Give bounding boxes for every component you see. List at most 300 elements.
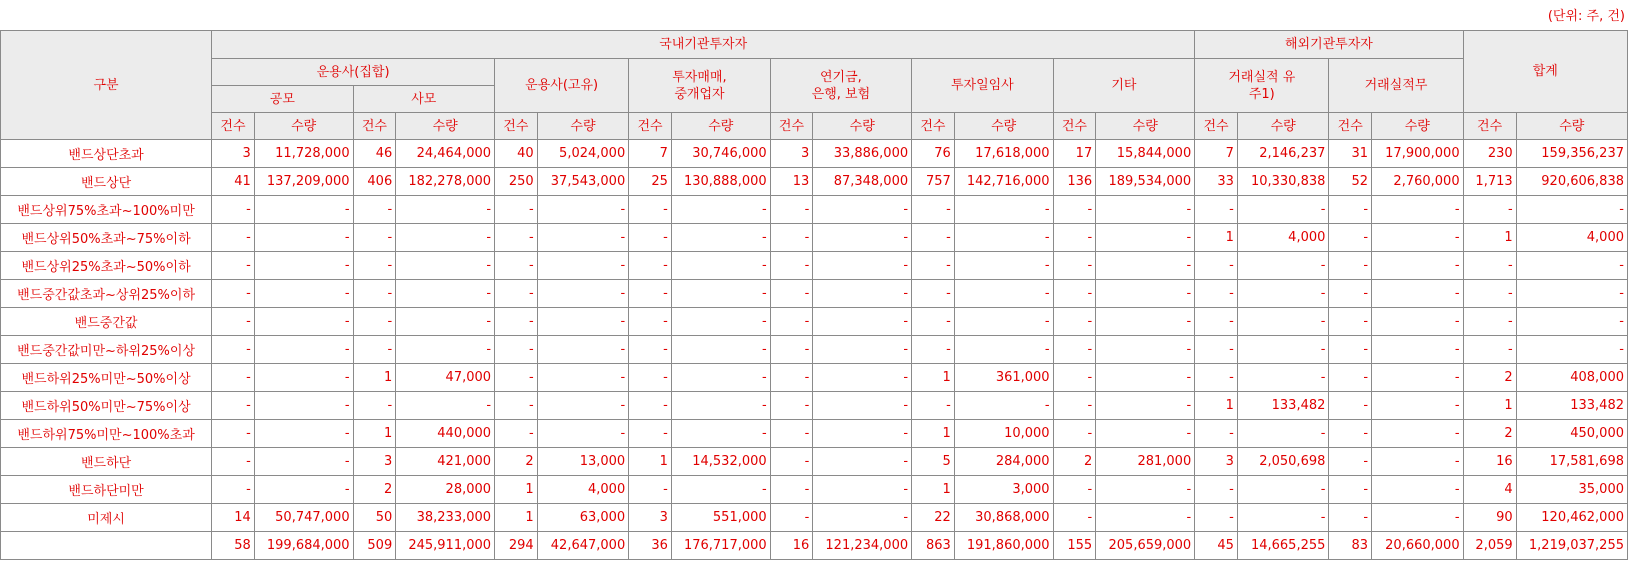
quantity-cell: 2,050,698 [1237, 448, 1329, 476]
quantity-cell: 182,278,000 [396, 168, 495, 196]
count-cell: 2 [495, 448, 538, 476]
quantity-cell: - [671, 252, 770, 280]
quantity-header: 수량 [954, 113, 1053, 140]
quantity-cell: 33,886,000 [813, 140, 912, 168]
quantity-cell: - [1372, 392, 1464, 420]
quantity-cell: 130,888,000 [671, 168, 770, 196]
count-cell: - [1053, 392, 1096, 420]
count-cell: 1 [912, 420, 955, 448]
count-cell: 36 [629, 532, 672, 560]
count-cell: - [629, 196, 672, 224]
quantity-cell: - [813, 504, 912, 532]
count-cell: - [495, 196, 538, 224]
count-cell: 33 [1195, 168, 1238, 196]
table-row [1, 420, 1628, 448]
count-cell: 90 [1463, 504, 1516, 532]
quantity-cell: 50,747,000 [254, 504, 353, 532]
quantity-cell: - [537, 336, 629, 364]
count-cell: - [212, 196, 255, 224]
quantity-cell: - [813, 448, 912, 476]
count-cell: 3 [1195, 448, 1238, 476]
quantity-cell: - [671, 420, 770, 448]
quantity-cell: 245,911,000 [396, 532, 495, 560]
pension-bank-insurance-header [770, 59, 911, 113]
count-header: 건수 [629, 113, 672, 140]
count-cell: - [1195, 504, 1238, 532]
count-cell: 2 [353, 476, 396, 504]
quantity-cell: 17,900,000 [1372, 140, 1464, 168]
quantity-cell: - [254, 252, 353, 280]
count-cell: 7 [629, 140, 672, 168]
count-cell: 1 [1463, 392, 1516, 420]
quantity-cell: - [1372, 504, 1464, 532]
row-label: 밴드하위50%미만~75%이상 [1, 392, 212, 420]
count-cell: - [912, 392, 955, 420]
row-label: 밴드하단 [1, 448, 212, 476]
count-header: 건수 [1329, 113, 1372, 140]
row-label: 밴드하위75%미만~100%초과 [1, 420, 212, 448]
quantity-cell: 551,000 [671, 504, 770, 532]
count-cell: 250 [495, 168, 538, 196]
count-cell: - [1463, 308, 1516, 336]
count-cell: - [212, 364, 255, 392]
quantity-cell: - [1237, 308, 1329, 336]
count-cell: - [1329, 420, 1372, 448]
count-cell: - [912, 252, 955, 280]
quantity-cell: - [1096, 364, 1195, 392]
count-cell: 4 [1463, 476, 1516, 504]
domestic-investors-header: 국내기관투자자 [212, 31, 1195, 59]
quantity-cell: - [254, 280, 353, 308]
quantity-cell: 4,000 [1237, 224, 1329, 252]
foreign-no-record-header: 거래실적무 [1329, 59, 1463, 113]
count-cell: - [353, 308, 396, 336]
quantity-header: 수량 [1096, 113, 1195, 140]
count-cell: - [629, 392, 672, 420]
table-body [1, 140, 1628, 560]
count-cell: 1,713 [1463, 168, 1516, 196]
count-quantity-header-row [1, 113, 1628, 140]
discretionary-header: 투자일임사 [912, 59, 1053, 113]
count-cell: 83 [1329, 532, 1372, 560]
quantity-cell: - [254, 392, 353, 420]
quantity-cell: - [1372, 308, 1464, 336]
quantity-cell: - [671, 196, 770, 224]
count-cell: 3 [212, 140, 255, 168]
count-cell: - [629, 308, 672, 336]
quantity-cell: - [1516, 280, 1627, 308]
quantity-cell: 42,647,000 [537, 532, 629, 560]
quantity-cell: 205,659,000 [1096, 532, 1195, 560]
quantity-cell: - [954, 336, 1053, 364]
quantity-cell: - [671, 476, 770, 504]
count-cell: 1 [353, 364, 396, 392]
count-cell: 22 [912, 504, 955, 532]
quantity-cell: - [1516, 308, 1627, 336]
quantity-cell: - [1372, 448, 1464, 476]
quantity-header: 수량 [396, 113, 495, 140]
pension-line1: 연기금, [819, 69, 862, 85]
count-cell: - [1329, 308, 1372, 336]
table-row [1, 168, 1628, 196]
quantity-cell: - [1096, 504, 1195, 532]
count-cell: - [912, 224, 955, 252]
count-cell: - [1195, 280, 1238, 308]
quantity-cell: 10,330,838 [1237, 168, 1329, 196]
quantity-header: 수량 [1237, 113, 1329, 140]
count-cell: 2 [1053, 448, 1096, 476]
count-cell: - [770, 252, 813, 280]
count-cell: - [495, 420, 538, 448]
table-row [1, 392, 1628, 420]
quantity-cell: 63,000 [537, 504, 629, 532]
quantity-cell: - [537, 224, 629, 252]
count-cell: - [629, 420, 672, 448]
count-cell: 1 [1195, 224, 1238, 252]
quantity-cell: 13,000 [537, 448, 629, 476]
count-cell: - [1463, 280, 1516, 308]
table-row [1, 140, 1628, 168]
count-cell: 1 [1463, 224, 1516, 252]
quantity-cell: 137,209,000 [254, 168, 353, 196]
quantity-cell: - [396, 392, 495, 420]
quantity-cell: - [1372, 364, 1464, 392]
quantity-cell: 133,482 [1237, 392, 1329, 420]
quantity-cell: - [1096, 420, 1195, 448]
count-cell: - [1329, 364, 1372, 392]
quantity-cell: 14,532,000 [671, 448, 770, 476]
quantity-cell: - [671, 392, 770, 420]
row-label: 밴드상단초과 [1, 140, 212, 168]
pension-line2: 은행, 보험 [811, 86, 871, 102]
quantity-cell: 17,618,000 [954, 140, 1053, 168]
quantity-cell: 10,000 [954, 420, 1053, 448]
count-cell: 509 [353, 532, 396, 560]
count-cell: - [1053, 364, 1096, 392]
quantity-cell: - [1372, 280, 1464, 308]
quantity-cell: - [1237, 196, 1329, 224]
foreign-investors-header: 해외기관투자자 [1195, 31, 1463, 59]
count-cell: - [912, 196, 955, 224]
quantity-header: 수량 [254, 113, 353, 140]
count-cell: 16 [1463, 448, 1516, 476]
quantity-cell: - [1237, 252, 1329, 280]
quantity-cell: - [1237, 280, 1329, 308]
count-cell: 1 [353, 420, 396, 448]
quantity-header: 수량 [813, 113, 912, 140]
quantity-cell: 5,024,000 [537, 140, 629, 168]
quantity-cell: - [954, 252, 1053, 280]
count-cell: - [1053, 420, 1096, 448]
count-cell: - [1053, 252, 1096, 280]
quantity-cell: - [1372, 224, 1464, 252]
private-fund-header: 사모 [353, 86, 494, 113]
quantity-cell: 28,000 [396, 476, 495, 504]
count-cell: - [1329, 476, 1372, 504]
quantity-cell: - [1237, 504, 1329, 532]
count-cell: 863 [912, 532, 955, 560]
count-cell: 52 [1329, 168, 1372, 196]
quantity-cell: - [813, 196, 912, 224]
count-cell: - [1329, 392, 1372, 420]
quantity-cell: - [1516, 336, 1627, 364]
count-cell: - [1463, 252, 1516, 280]
count-cell: 3 [353, 448, 396, 476]
quantity-cell: 421,000 [396, 448, 495, 476]
quantity-cell: 189,534,000 [1096, 168, 1195, 196]
quantity-cell: - [254, 224, 353, 252]
quantity-cell: 17,581,698 [1516, 448, 1627, 476]
count-cell: 406 [353, 168, 396, 196]
quantity-cell: - [254, 308, 353, 336]
quantity-cell: 30,746,000 [671, 140, 770, 168]
count-cell: - [629, 224, 672, 252]
count-header: 건수 [212, 113, 255, 140]
count-cell: 1 [912, 476, 955, 504]
quantity-cell: - [537, 280, 629, 308]
quantity-cell: - [1096, 336, 1195, 364]
count-cell: - [629, 336, 672, 364]
count-cell: - [212, 420, 255, 448]
quantity-cell: - [813, 336, 912, 364]
count-cell: - [1329, 196, 1372, 224]
count-cell: - [770, 308, 813, 336]
quantity-cell: - [254, 336, 353, 364]
quantity-cell: - [254, 196, 353, 224]
quantity-cell: 24,464,000 [396, 140, 495, 168]
quantity-cell: 408,000 [1516, 364, 1627, 392]
quantity-cell: 15,844,000 [1096, 140, 1195, 168]
count-cell: - [353, 336, 396, 364]
table-row [1, 504, 1628, 532]
count-cell: - [353, 280, 396, 308]
count-cell: - [770, 448, 813, 476]
row-label: 밴드상위75%초과~100%미만 [1, 196, 212, 224]
count-cell: - [912, 308, 955, 336]
count-cell: - [770, 280, 813, 308]
count-cell: - [495, 280, 538, 308]
quantity-cell: 2,760,000 [1372, 168, 1464, 196]
quantity-cell: - [813, 392, 912, 420]
count-cell: - [1329, 504, 1372, 532]
quantity-cell: - [537, 392, 629, 420]
count-cell: - [495, 392, 538, 420]
count-cell: - [770, 364, 813, 392]
count-cell: - [1053, 308, 1096, 336]
quantity-cell: - [254, 476, 353, 504]
count-cell: 50 [353, 504, 396, 532]
unit-note-bar [0, 0, 1628, 30]
count-cell: 14 [212, 504, 255, 532]
quantity-cell: - [1096, 308, 1195, 336]
count-cell: - [1195, 364, 1238, 392]
count-cell: - [353, 224, 396, 252]
quantity-cell: 284,000 [954, 448, 1053, 476]
count-cell: - [770, 476, 813, 504]
row-label: 밴드하위25%미만~50%이상 [1, 364, 212, 392]
quantity-cell: - [1096, 392, 1195, 420]
count-header: 건수 [1195, 113, 1238, 140]
count-cell: - [495, 252, 538, 280]
quantity-cell: - [1516, 196, 1627, 224]
count-cell: - [1053, 476, 1096, 504]
quantity-header: 수량 [671, 113, 770, 140]
count-cell: - [770, 392, 813, 420]
quantity-cell: - [537, 420, 629, 448]
quantity-cell: - [1516, 252, 1627, 280]
count-cell: 136 [1053, 168, 1096, 196]
quantity-cell: 121,234,000 [813, 532, 912, 560]
count-cell: - [1329, 280, 1372, 308]
count-cell: - [1195, 336, 1238, 364]
quantity-cell: - [396, 196, 495, 224]
count-cell: 2,059 [1463, 532, 1516, 560]
count-cell: 45 [1195, 532, 1238, 560]
row-label: 밴드상단 [1, 168, 212, 196]
count-cell: - [212, 476, 255, 504]
quantity-cell: - [537, 364, 629, 392]
quantity-cell: 87,348,000 [813, 168, 912, 196]
quantity-cell: - [1237, 420, 1329, 448]
table-row [1, 336, 1628, 364]
quantity-cell: 3,000 [954, 476, 1053, 504]
quantity-cell: 20,660,000 [1372, 532, 1464, 560]
count-cell: - [1195, 476, 1238, 504]
quantity-cell: - [954, 392, 1053, 420]
quantity-cell: 281,000 [1096, 448, 1195, 476]
count-cell: 3 [770, 140, 813, 168]
count-cell: 2 [1463, 364, 1516, 392]
count-cell: 46 [353, 140, 396, 168]
count-cell: - [1329, 252, 1372, 280]
count-header: 건수 [353, 113, 396, 140]
row-label [1, 532, 212, 560]
row-label: 밴드상위25%초과~50%이하 [1, 252, 212, 280]
row-label: 밴드하단미만 [1, 476, 212, 504]
quantity-cell: - [1096, 280, 1195, 308]
quantity-cell: - [537, 252, 629, 280]
count-cell: 3 [629, 504, 672, 532]
quantity-cell: - [537, 196, 629, 224]
count-cell: - [912, 336, 955, 364]
category-header: 구분 [1, 31, 212, 140]
count-cell: 41 [212, 168, 255, 196]
count-cell: - [1053, 336, 1096, 364]
quantity-cell: 14,665,255 [1237, 532, 1329, 560]
count-cell: - [212, 308, 255, 336]
quantity-cell: 191,860,000 [954, 532, 1053, 560]
unit-label: (단위: 주, 건) [1547, 9, 1625, 24]
quantity-cell: - [1372, 420, 1464, 448]
foreign-with-record-line2: 주1) [1248, 86, 1275, 102]
quantity-cell: 120,462,000 [1516, 504, 1627, 532]
quantity-cell: - [813, 252, 912, 280]
count-header: 건수 [770, 113, 813, 140]
foreign-with-record-line1: 거래실적 유 [1228, 69, 1296, 85]
quantity-cell: 37,543,000 [537, 168, 629, 196]
quantity-cell: - [1237, 364, 1329, 392]
quantity-header: 수량 [1372, 113, 1464, 140]
count-cell: - [770, 420, 813, 448]
quantity-cell: 4,000 [537, 476, 629, 504]
count-cell: 1 [629, 448, 672, 476]
quantity-cell: - [813, 280, 912, 308]
count-cell: - [495, 308, 538, 336]
count-cell: - [1053, 196, 1096, 224]
quantity-cell: - [671, 308, 770, 336]
row-label: 밴드중간값 [1, 308, 212, 336]
count-cell: 7 [1195, 140, 1238, 168]
count-cell: 1 [912, 364, 955, 392]
quantity-cell: 361,000 [954, 364, 1053, 392]
count-cell: - [1329, 224, 1372, 252]
count-cell: - [495, 336, 538, 364]
count-cell: - [353, 392, 396, 420]
quantity-cell: - [813, 420, 912, 448]
count-cell: - [1195, 196, 1238, 224]
quantity-cell: - [396, 280, 495, 308]
quantity-cell: - [254, 364, 353, 392]
quantity-cell: 133,482 [1516, 392, 1627, 420]
foreign-with-record-header [1195, 59, 1329, 113]
table-row [1, 532, 1628, 560]
asset-mgmt-proprietary-header: 운용사(고유) [495, 59, 629, 113]
quantity-cell: 11,728,000 [254, 140, 353, 168]
table-row [1, 196, 1628, 224]
count-cell: - [629, 280, 672, 308]
table-row [1, 364, 1628, 392]
quantity-cell: 2,146,237 [1237, 140, 1329, 168]
quantity-cell: - [1096, 252, 1195, 280]
public-fund-header: 공모 [212, 86, 353, 113]
quantity-cell: - [254, 420, 353, 448]
count-cell: 230 [1463, 140, 1516, 168]
count-cell: 1 [1195, 392, 1238, 420]
quantity-cell: 30,868,000 [954, 504, 1053, 532]
count-cell: 757 [912, 168, 955, 196]
count-cell: 16 [770, 532, 813, 560]
quantity-cell: - [813, 364, 912, 392]
count-cell: - [1053, 280, 1096, 308]
count-cell: 25 [629, 168, 672, 196]
total-header: 합계 [1463, 31, 1627, 113]
count-cell: - [1053, 224, 1096, 252]
row-label: 밴드상위50%초과~75%이하 [1, 224, 212, 252]
quantity-cell: 440,000 [396, 420, 495, 448]
count-cell: 155 [1053, 532, 1096, 560]
quantity-cell: - [1096, 224, 1195, 252]
quantity-cell: 4,000 [1516, 224, 1627, 252]
quantity-cell: 142,716,000 [954, 168, 1053, 196]
count-cell: - [353, 252, 396, 280]
count-cell: 17 [1053, 140, 1096, 168]
count-header: 건수 [495, 113, 538, 140]
others-header: 기타 [1053, 59, 1195, 113]
count-header: 건수 [1463, 113, 1516, 140]
quantity-cell: - [954, 280, 1053, 308]
quantity-cell: 35,000 [1516, 476, 1627, 504]
quantity-header: 수량 [537, 113, 629, 140]
quantity-cell: - [813, 308, 912, 336]
table-row [1, 252, 1628, 280]
quantity-cell: - [396, 308, 495, 336]
quantity-cell: - [1096, 476, 1195, 504]
count-cell: 1 [495, 476, 538, 504]
table-row [1, 280, 1628, 308]
count-cell: - [1053, 504, 1096, 532]
count-cell: - [770, 196, 813, 224]
count-cell: - [353, 196, 396, 224]
